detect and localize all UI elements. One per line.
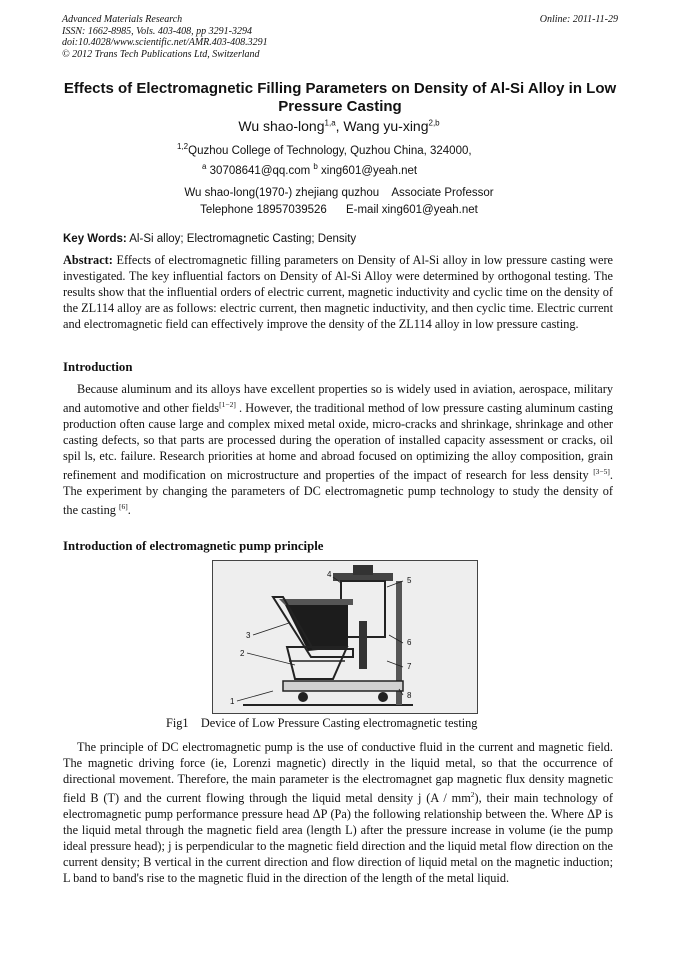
contact-line-1: Wu shao-long(1970-) zhejiang quzhou Associate Professor (184, 187, 494, 199)
affiliation (177, 142, 472, 157)
affiliation-text: Quzhou College of Technology, Quzhou China, 324000, (188, 144, 472, 157)
author-2: Wang yu-xing (343, 118, 429, 134)
author-2-sup: 2,b (428, 118, 440, 128)
author-separator: , (335, 118, 344, 134)
figure-label: 1 (230, 697, 235, 706)
principle-paragraph (63, 739, 613, 886)
journal-name: Advanced Materials Research (62, 14, 183, 25)
citation-3-5: [3−5] (593, 467, 610, 477)
intro-text-1: Because aluminum and its alloys have excellent properties so is widely used in aviation, aerospace, military and automotive and other fields (63, 382, 613, 416)
intro-text-3: . The experiment by changing the parameters of DC electromagnetic pump technology to study the density of the casting (63, 468, 613, 518)
citation-6: [6] (119, 502, 128, 512)
figure-label: 6 (407, 638, 412, 647)
affiliation-sup: 1,2 (177, 142, 189, 151)
contact-line-2: Telephone 18957039526 E-mail xing601@yeah.net (200, 204, 478, 216)
email-a-sup: a (202, 162, 207, 171)
keywords-text: Al-Si alloy; Electromagnetic Casting; Density (126, 233, 357, 245)
journal-header (62, 14, 618, 60)
figure-label: 5 (407, 576, 412, 585)
email-b[interactable]: xing601@yeah.net (317, 164, 418, 177)
figure-caption: Fig1 Device of Low Pressure Casting electromagnetic testing (166, 716, 478, 730)
figure-label: 7 (407, 662, 412, 671)
author-1: Wu shao-long (238, 118, 325, 134)
email-a[interactable]: 30708641@qq.com (206, 164, 314, 177)
issn-line: ISSN: 1662-8985, Vols. 403-408, pp 3291-3294 (62, 25, 252, 37)
email-b-sup: b (313, 162, 318, 171)
figure-label: 8 (407, 691, 412, 700)
figure-label: 3 (246, 631, 251, 640)
figure-label: 2 (240, 649, 245, 658)
author-1-sup: 1,a (324, 118, 336, 128)
paper-title: Effects of Electromagnetic Filling Parameters on Density of Al-Si Alloy in Low Pressure Casting (63, 80, 617, 115)
author-line (0, 118, 678, 134)
unit-superscript: 2 (470, 790, 475, 799)
abstract-text: Effects of electromagnetic filling parameters on Density of Al-Si alloy in low pressure casting were investigated. The key influential factors on Density of Al-Si Alloy were determined by orthogonal testing. The results show that the influential orders of electric current, magnetic inductivity and cyclic time on the density of the ZL114 alloy are as follows: electric current, then magnetic inductivity, and then cyclic time. Electric current and electromagnetic field can effectively improve the density of the ZL114 alloy in low pressure casting. (63, 253, 613, 331)
intro-heading: Introduction (63, 360, 133, 374)
abstract-label: Abstract: (63, 253, 113, 267)
email-line (202, 162, 417, 177)
intro-text-2: . However, the traditional method of low pressure casting aluminum casting production often cause large and complex mixed metal oxide, micro-cracks and shrinkage, shrinkage and other casting defects, so that parts are processed during the operation of installed capacity assessment or cracks, oil spil ls, etc. failure. Research priorities at home and abroad focused on optimizing the alloy composition, grain refinement and modification on microstructure and properties of the impact of research for less density (63, 401, 614, 483)
abstract (63, 252, 613, 332)
doi-line: doi:10.4028/www.scientific.net/AMR.403-408.3291 (62, 37, 268, 48)
device-diagram (213, 561, 477, 713)
intro-text-4: . (127, 503, 131, 518)
principle-heading: Introduction of electromagnetic pump principle (63, 539, 324, 553)
intro-paragraph (63, 381, 613, 518)
online-date: Online: 2011-11-29 (539, 14, 618, 25)
principle-text-1: The principle of DC electromagnetic pump is the use of conductive fluid in the current and magnetic field. The magnetic driving force (ie, Lorenzi magnetic) directly in the liquid metal, so that the occurrence of directional movement. Therefore, the main parameter is the electromagnet gap magnetic flux density magnetic field B (T) and the current flowing through the liquid metal density j (A / mm (63, 740, 613, 806)
device-figure (212, 560, 478, 714)
keywords (63, 233, 613, 245)
citation-1-2: [1−2] (219, 400, 236, 409)
copyright-line: © 2012 Trans Tech Publications Ltd, Switzerland (62, 48, 260, 60)
keywords-label: Key Words: (63, 233, 127, 245)
principle-text-2: ), their main technology of electromagnetic pump performance pressure head ΔP (Pa) the following relationship between the. Where ΔP is the liquid metal through the magnetic field area (length L) after the pressure increase in volume (ie the pump ideal pressure head); j is perpendicular to the magnetic field direction and the liquid metal flow direction on the current density; B vertical in the current direction and flow direction of liquid metal on the magnetic induction; L band to band's rise to the magnetic fluid in the direction of the length of the metal liquid. (63, 791, 613, 886)
figure-label: 4 (327, 570, 332, 579)
